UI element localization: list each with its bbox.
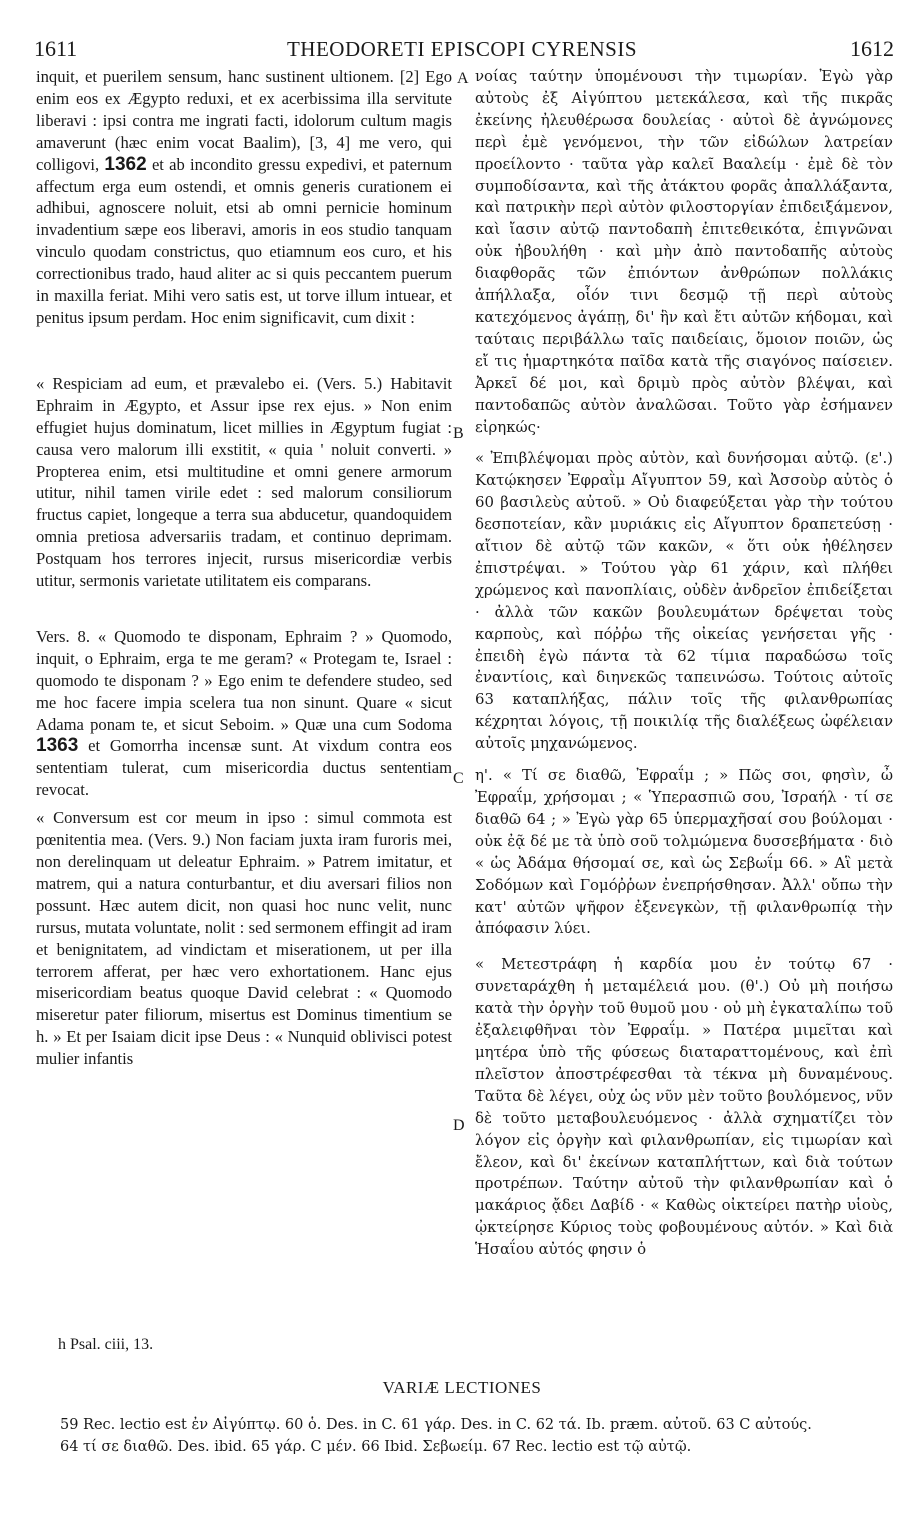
page-header xyxy=(0,36,924,70)
latin-paragraph-3 xyxy=(36,626,452,801)
latin-p3-part-a: Vers. 8. « Quomodo te disponam, Ephraim ? » Quomodo, inquit, o Ephraim, erga te me geram? « Protegam te, Israel : quomodo te disponam ? » Ego enim te defendere studeo, sed me hoc facere impia scelera tua non sinunt. Quare « sicut Adama ponam te, et sicut Seboim. » Quæ una cum Sodoma xyxy=(36,626,452,734)
variae-lectiones-title: VARIÆ LECTIONES xyxy=(382,1378,542,1397)
margin-letter-d: D xyxy=(453,1117,465,1134)
latin-p3-part-b: et Gomorrha incensæ sunt. At vixdum contra eos sententiam tulerat, cum misericordia ductus sententiam revocat. xyxy=(36,736,452,800)
column-number-1362: 1362 xyxy=(104,153,147,175)
greek-paragraph-1: νοίας ταύτην ὑπομένουσι τὴν τιμωρίαν. Ἐγὼ γὰρ αὐτοὺς ἐξ Αἰγύπτου μετεκάλεσα, καὶ τῆς πικρᾶς ἐκείνης ἠλευθέρωσα δουλείας · αὐτοὶ δὲ ἀγνώμονες περὶ ἐμὲ γενόμενοι, τὴν τῶν εἰδώλων λατρείαν προείλοντο · ταῦτα γὰρ καλεῖ Βααλείμ · ἐμὲ δὲ τὸν συμποδίσαντα, καὶ τῆς ἀτάκτου φορᾶς ἀπαλλάξαντα, καὶ πατρικὴν περὶ αὐτὸν φιλοστοργίαν ἐπιδειξάμενον, καὶ ἴασιν αὐτῷ παντοδαπὴ ἐπιτεθεικότα, ἐπιγνῶναι οὐκ ἠβουλήθη · καὶ μὴν ἀπὸ παντοδαπῆς αὐτοὺς διαφθορᾶς τῶν ἐπιόντων ἀνθρώπων πολλάκις ἀπήλλαξα, οἷόν τινι δεσμῷ τῇ περὶ αὐτοὺς κατεχόμενος ἀγάπῃ, δι' ἣν καὶ ἔτι αὐτῶν κήδομαι, καὶ ταύταις περιβάλλω ταῖς παιδείαις, ὅμοιον ποιῶν, ὡς εἴ τις ἡμαρτηκότα παῖδα κατὰ τῆς σιαγόνος παίσειεν. Ἀρκεῖ δέ μοι, καὶ δριμὺ πρὸς αὐτὸν βλέψαι, καὶ παντοδαπῶς αὐτὸν ἀναλῶσαι. Τοῦτο γὰρ ἐσήμανεν εἰρηκώς· xyxy=(475,67,893,436)
latin-p1-part-a: inquit, et puerilem sensum, hanc sustinent ultionem. [2] Ego enim eos ex Ægypto reduxi, et ex acerbissima illa servitute liberavi : ipsi contra me ingrati facti, idolorum cultum magis amaverunt (hæc enim vocat Baalim), [3, 4] me vero, qui colligovi, xyxy=(36,67,452,174)
latin-p1-part-b: et ab incondito gressu expedivi, et paternum affectum erga eum ostendi, et omnis generis curationem ei adhibui, agnoscere noluit, etsi ab omni pernicie hominum invadentium sæpe eos liberavi, amoris in eos studio tanquam vinculo quodam constrictus, quo etiamnum eos curo, et his correctionibus trado, haud aliter ac si quis peccantem puerum in maxilla feriat. Mihi vero satis est, ut torve illum intuear, et penitus ipsum perdam. Hoc enim significavit, cum dixit : xyxy=(36,154,452,327)
greek-paragraph-3: η'. « Τί σε διαθῶ, Ἐφραΐμ ; » Πῶς σοι, φησὶν, ὦ Ἐφραΐμ, χρήσομαι ; « Ὑπερασπιῶ σου, Ἰσραήλ · τί σε διαθῶ 64 ; » Ἐγὼ γὰρ 65 ὑπερμαχῆσαί σου βούλομαι · οὐκ ἐᾷ δέ με τὰ ὑπὸ σοῦ τολμώμενα δυσσεβήματα · διὸ « ὡς Ἀδάμα θήσομαί σε, καὶ ὡς Σεβωΐμ 66. » Αἳ μετὰ Σοδόμων καὶ Γομόῤῥων ἐνεπρήσθησαν. Ἀλλ' οὔπω τὴν κατ' αὐτῶν ψῆφον ἐξενεγκὼν, τῇ φιλανθρωπίᾳ τὴν ἀπόφασιν λύει. xyxy=(475,766,893,938)
right-page-number: 1612 xyxy=(850,36,894,61)
greek-column xyxy=(475,66,893,1261)
variae-line-1: 59 Rec. lectio est ἐν Αἰγύπτῳ. 60 ὁ. Des. in C. 61 γάρ. Des. in C. 62 τά. Ib. præm. αὐτοῦ. 63 C αὐτούς. xyxy=(60,1417,812,1433)
latin-paragraph-1 xyxy=(36,66,452,329)
margin-letter-a: A xyxy=(457,70,469,87)
variae-line-2: 64 τί σε διαθῶ. Des. ibid. 65 γάρ. C μέν. 66 Ibid. Σεβωείμ. 67 Rec. lectio est τῷ αὐτῷ. xyxy=(60,1439,692,1455)
footnote-scripture: h Psal. ciii, 13. xyxy=(58,1336,154,1353)
latin-paragraph-2: « Respiciam ad eum, et prævalebo ei. (Vers. 5.) Habitavit Ephraim in Ægypto, et Assur ipse rex ejus. » Non enim effugiet hujus dominatum, licet millies in Ægyptum fugiat : causa vero malorum illi exstitit, « quia ' noluit converti. » Propterea enim, etsi multitudine et omni genere armorum utitur, nihil tamen virile edet : sed malorum consiliorum fructus capiet, longeque a terra sua abducetur, quandoquidem omnia pretiosa adversariis tradam, et continuo deprimam. Postquam hos terrores injecit, rursus misericordiæ verbis utitur, sermonis varietate utilitatem eis comparans. xyxy=(36,373,452,591)
column-number-1363: 1363 xyxy=(36,735,79,757)
left-page-number: 1611 xyxy=(34,36,78,61)
latin-paragraph-4: « Conversum est cor meum in ipso : simul commota est pœnitentia mea. (Vers. 9.) Non faciam juxta iram furoris mei, non derelinquam ut deleatur Ephraim. » Patrem imitatur, et matrem, qui a natura conturbantur, et diu aversari filios non possunt. Hæc autem dicit, non quasi hoc nunc velit, nunc rursus, mutata voluntate, nolit : sed sermonem effingit ad iram et benignitatem, ad vindictam et miserationem, ut per illa terrorem afferat, per hæc vero exhortationem. Hanc ejus misericordiam beatus quoque David celebrat : « Quomodo miseretur pater filiorum, misertus est Dominus timentium se h. » Et per Isaiam dicit ipse Deus : « Nunquid oblivisci potest mulier infantis xyxy=(36,808,452,1069)
margin-letter-c: C xyxy=(453,770,464,787)
greek-paragraph-2: « Ἐπιβλέψομαι πρὸς αὐτὸν, καὶ δυνήσομαι αὐτῷ. (ε'.) Κατῴκησεν Ἐφραῒμ Αἴγυπτον 59, καὶ Ἀσσοὺρ αὐτὸς ὁ 60 βασιλεὺς αὐτοῦ. » Οὐ διαφεύξεται γὰρ τὴν τούτου δεσποτείαν, κἂν μυριάκις εἰς Αἴγυπτον δραπετεύσῃ · αἴτιον δὲ αὐτῷ τῶν κακῶν, « ὅτι οὐκ ἠθέλησεν ἐπιστρέψαι. » Τούτου γὰρ 61 χάριν, καὶ πλήθει χρώμενος καὶ πανοπλίαις, οὐδὲν ἀνδρεῖον ἐπιδείξεται · ἀλλὰ τῶν κακῶν βουλευμάτων δρέψεται τοὺς καρποὺς, καὶ πόῤῥω τῆς οἰκείας γενήσεται γῆς · ἐπειδὴ ἐγὼ πάντα τὰ 62 τίμια παραδώσω τοῖς ἐναντίοις, καὶ διηνεκῶς ταπεινώσω. Τούτοις αὐτοῖς 63 καταπλήξας, πάλιν τοῖς τῆς φιλανθρωπίας κέχρηται λόγοις, τῇ ποικιλίᾳ τῆς διαλέξεως ὠφέλειαν αὐτοῖς μηχανώμενος. xyxy=(475,449,893,753)
margin-letter-b: B xyxy=(453,425,464,442)
latin-column xyxy=(36,66,452,1070)
variae-lectiones-notes xyxy=(60,1414,890,1458)
greek-paragraph-4: « Μετεστράφη ἡ καρδία μου ἐν τούτῳ 67 · συνεταράχθη ἡ μεταμέλειά μου. (θ'.) Οὐ μὴ ποιήσω κατὰ τὴν ὀργὴν τοῦ θυμοῦ μου · οὐ μὴ ἐγκαταλίπω τοῦ ἐξαλειφθῆναι τὸν Ἐφραΐμ. » Πατέρα μιμεῖται καὶ μητέρα ὑπὸ τῆς φύσεως διαταραττομένους, καὶ ἐπὶ πλεῖστον ἀποστρέφεσθαι τὰ τέκνα μὴ δυναμένους. Ταῦτα δὲ λέγει, οὐχ ὡς νῦν μὲν τοῦτο βουλόμενος, νῦν δὲ τοῦτο μεταβουλευόμενος · ἀλλὰ σχηματίζει τὸν λόγον εἰς ὀργὴν καὶ φιλανθρωπίαν, εἰς τιμωρίαν καὶ ἔλεον, καὶ δι' ἐκείνων καταπλήττων, καὶ διὰ τούτων προτρέπων. Ταύτην αὐτοῦ τὴν φιλανθρωπίαν καὶ ὁ μακάριος ᾄδει Δαβίδ · « Καθὼς οἰκτείρει πατὴρ υἱοὺς, ᾠκτείρησε Κύριος τοὺς φοβουμένους αὐτόν. » Καὶ διὰ Ἡσαΐου αὐτός φησιν ὁ xyxy=(475,955,893,1259)
running-title: THEODORETI EPISCOPI CYRENSIS xyxy=(286,37,638,61)
